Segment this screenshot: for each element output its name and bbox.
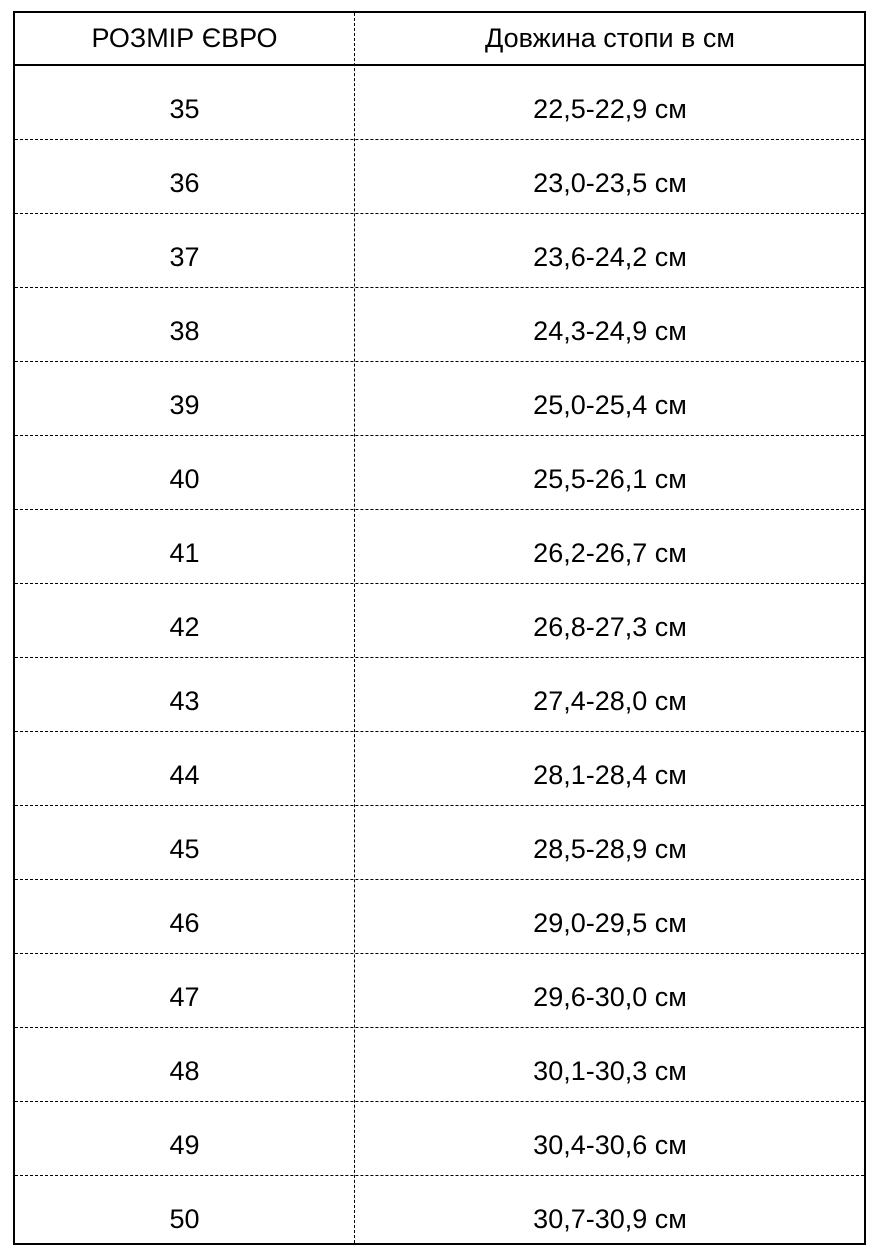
table-row	[15, 140, 864, 214]
foot-length-cell: 29,0-29,5 см	[533, 907, 687, 938]
foot-length-cell: 24,3-24,9 см	[533, 315, 687, 346]
table-row	[15, 880, 864, 954]
table-row	[15, 732, 864, 806]
size-cell: 42	[169, 611, 200, 642]
size-cell: 37	[169, 241, 200, 272]
table-row	[15, 288, 864, 362]
table-row	[15, 1102, 864, 1176]
table-row	[15, 214, 864, 288]
foot-length-cell: 30,1-30,3 см	[533, 1055, 687, 1086]
foot-length-cell: 22,5-22,9 см	[533, 93, 687, 124]
table-row	[15, 362, 864, 436]
size-cell: 50	[169, 1203, 200, 1234]
foot-length-cell: 25,5-26,1 см	[533, 463, 687, 494]
size-cell: 41	[169, 537, 200, 568]
size-cell: 47	[169, 981, 200, 1012]
size-cell: 36	[169, 167, 200, 198]
size-chart-table	[13, 11, 866, 1245]
size-cell: 35	[169, 93, 200, 124]
table-row	[15, 66, 864, 140]
foot-length-cell: 28,5-28,9 см	[533, 833, 687, 864]
size-cell: 46	[169, 907, 200, 938]
header-size-eu: РОЗМІР ЄВРО	[91, 23, 278, 53]
foot-length-cell: 28,1-28,4 см	[533, 759, 687, 790]
foot-length-cell: 29,6-30,0 см	[533, 981, 687, 1012]
size-cell: 44	[169, 759, 200, 790]
foot-length-cell: 26,8-27,3 см	[533, 611, 687, 642]
size-cell: 45	[169, 833, 200, 864]
foot-length-cell: 23,0-23,5 см	[533, 167, 687, 198]
table-row	[15, 806, 864, 880]
header-foot-length: Довжина стопи в см	[485, 23, 735, 53]
foot-length-cell: 27,4-28,0 см	[533, 685, 687, 716]
table-row	[15, 1028, 864, 1102]
table-row	[15, 1176, 864, 1250]
foot-length-cell: 30,7-30,9 см	[533, 1203, 687, 1234]
table-row	[15, 510, 864, 584]
size-cell: 49	[169, 1129, 200, 1160]
foot-length-cell: 23,6-24,2 см	[533, 241, 687, 272]
foot-length-cell: 30,4-30,6 см	[533, 1129, 687, 1160]
size-cell: 43	[169, 685, 200, 716]
size-cell: 38	[169, 315, 200, 346]
foot-length-cell: 25,0-25,4 см	[533, 389, 687, 420]
table-body	[15, 66, 864, 1243]
size-cell: 48	[169, 1055, 200, 1086]
table-row	[15, 436, 864, 510]
size-cell: 40	[169, 463, 200, 494]
table-row	[15, 584, 864, 658]
table-row	[15, 658, 864, 732]
foot-length-cell: 26,2-26,7 см	[533, 537, 687, 568]
size-cell: 39	[169, 389, 200, 420]
table-row	[15, 954, 864, 1028]
table-header-row	[15, 13, 864, 66]
